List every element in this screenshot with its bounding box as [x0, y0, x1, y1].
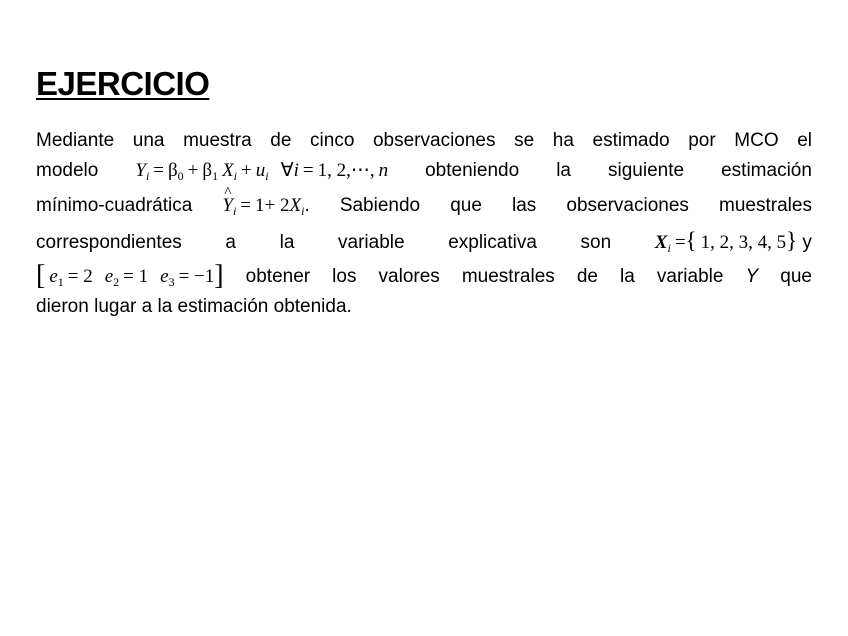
regression-model-formula — [135, 156, 388, 186]
exercise-statement — [36, 126, 812, 322]
forall-symbol: ∀ — [280, 160, 294, 181]
formula-part: i — [145, 169, 150, 183]
formula-part: n — [378, 160, 389, 181]
word: mínimo-cuadrática — [36, 195, 193, 216]
word: obteniendo — [425, 160, 520, 181]
x-values-formula — [654, 228, 798, 255]
word: muestra — [183, 130, 252, 151]
word: la — [279, 232, 295, 253]
x-values-group — [655, 226, 812, 258]
word: estimado — [592, 130, 670, 151]
word: las — [512, 195, 537, 216]
formula-part: = — [240, 195, 252, 216]
word: son — [580, 232, 612, 253]
word: siguiente — [608, 160, 685, 181]
formula-part: ⋯ — [350, 160, 370, 181]
formula-part: 2 — [113, 275, 120, 289]
word: Sabiendo — [339, 195, 421, 216]
formula-part: e — [49, 266, 58, 287]
word: a — [225, 232, 236, 253]
word: por — [688, 130, 716, 151]
formula-part: = — [674, 232, 686, 253]
statement-line-1 — [36, 126, 812, 156]
formula-part: X — [222, 160, 234, 181]
formula-part: X — [654, 232, 668, 253]
formula-part: 1 — [212, 169, 219, 183]
statement-line-6 — [36, 292, 812, 322]
formula-part: e — [160, 266, 169, 287]
formula-part: } — [786, 228, 798, 253]
formula-part: ^ Y — [222, 186, 233, 226]
residuals-formula — [36, 256, 224, 295]
formula-part: = — [302, 160, 314, 181]
word: ha — [552, 130, 574, 151]
formula-part: 1 — [57, 275, 64, 289]
variable-y: Y — [745, 266, 759, 287]
word: observaciones — [372, 130, 496, 151]
formula-part: i — [233, 169, 238, 183]
estimated-model-formula — [222, 186, 309, 226]
formula-part: + — [241, 160, 252, 181]
formula-part: . — [304, 195, 310, 216]
formula-part: i — [265, 169, 269, 183]
last-line-text: dieron lugar a la estimación obtenida. — [36, 296, 352, 317]
word: cinco — [310, 130, 355, 151]
formula-part: 3 — [168, 275, 175, 289]
word: de — [576, 266, 598, 287]
formula-part: β — [168, 160, 178, 181]
word: modelo — [36, 160, 99, 181]
formula-part: = — [153, 160, 164, 181]
word: una — [132, 130, 165, 151]
formula-part: i — [232, 204, 237, 218]
word: de — [270, 130, 292, 151]
word: la — [620, 266, 635, 287]
word: observaciones — [566, 195, 689, 216]
formula-part: { — [685, 228, 697, 253]
word: los — [332, 266, 357, 287]
statement-line-4 — [36, 226, 812, 256]
word: explicativa — [448, 232, 537, 253]
word: que — [780, 266, 812, 287]
formula-part: + — [187, 160, 199, 181]
word: correspondientes — [36, 232, 182, 253]
statement-line-2 — [36, 156, 812, 186]
exercise-title: EJERCICIO — [36, 65, 210, 102]
formula-part: = 2 — [67, 266, 93, 287]
word: obtener — [245, 266, 311, 287]
word: MCO — [734, 130, 779, 151]
formula-part: = 1 — [123, 266, 149, 287]
formula-part: X — [289, 195, 302, 216]
word: Mediante — [36, 130, 115, 151]
statement-line-5 — [36, 256, 812, 292]
formula-part: e — [104, 266, 114, 287]
word: valores — [378, 266, 440, 287]
statement-line-3 — [36, 186, 812, 226]
formula-part: Y — [135, 160, 146, 181]
word: variable — [656, 266, 724, 287]
word: estimación — [721, 160, 812, 181]
formula-part: 1+ 2 — [255, 195, 290, 216]
word: muestrales — [719, 195, 812, 216]
word: variable — [338, 232, 405, 253]
formula-part: 0 — [177, 169, 184, 183]
formula-part: i — [301, 204, 305, 218]
formula-part: = −1 — [178, 266, 215, 287]
formula-part: i — [293, 160, 299, 181]
formula-part: 1, 2, 3, 4, 5 — [700, 232, 787, 253]
formula-part: ] — [214, 260, 224, 291]
formula-part: β — [202, 160, 213, 181]
formula-part: [ — [36, 260, 46, 291]
word: muestrales — [461, 266, 555, 287]
formula-part: 1, 2, — [317, 160, 351, 181]
word: la — [556, 160, 571, 181]
word: se — [514, 130, 535, 151]
word: que — [450, 195, 482, 216]
formula-part: , — [369, 160, 375, 181]
formula-part: u — [255, 160, 266, 181]
word: y — [802, 232, 812, 253]
word: el — [797, 130, 812, 151]
formula-part: i — [667, 241, 671, 255]
